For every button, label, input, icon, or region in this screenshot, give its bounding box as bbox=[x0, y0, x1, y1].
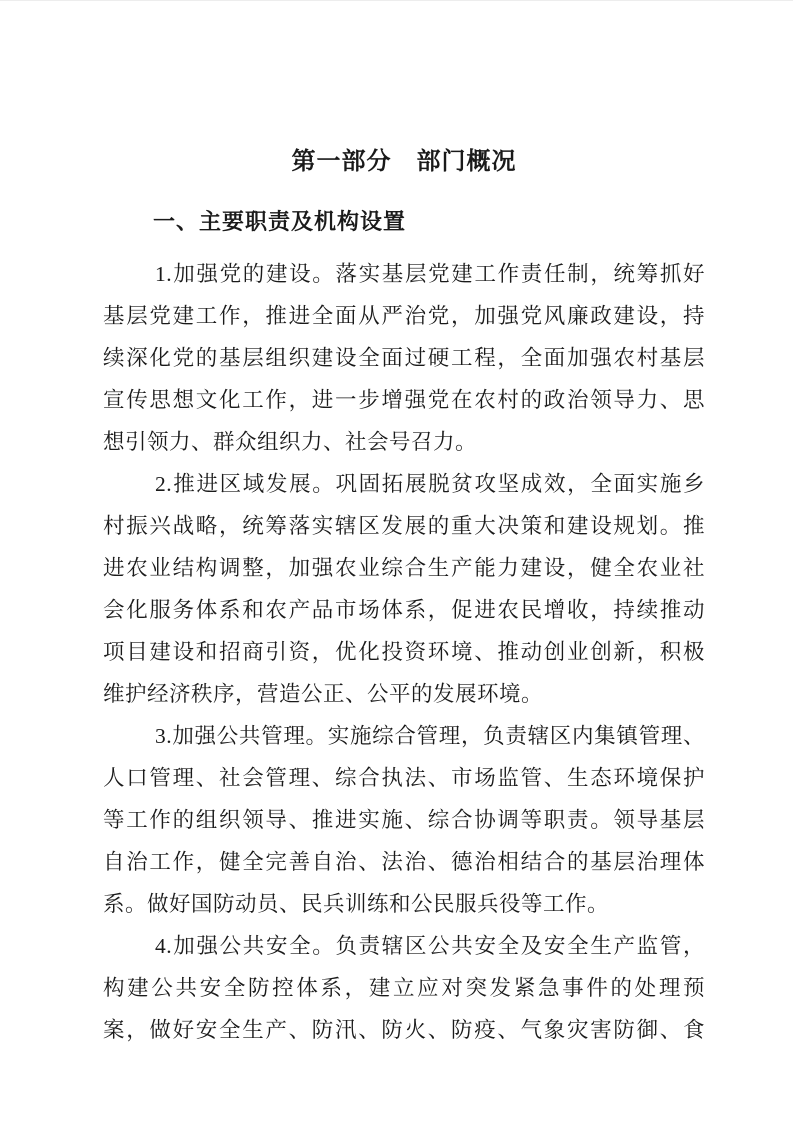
paragraph-line: 续深化党的基层组织建设全面过硬工程，全面加强农村基层 bbox=[103, 346, 705, 370]
paragraph-line: 1.加强党的建设。落实基层党建工作责任制，统筹抓好 bbox=[155, 262, 705, 286]
paragraph-line: 构建公共安全防控体系，建立应对突发紧急事件的处理预 bbox=[103, 976, 705, 1000]
paragraph-line: 4.加强公共安全。负责辖区公共安全及安全生产监管， bbox=[155, 934, 705, 958]
paragraph-3 bbox=[103, 715, 705, 925]
paragraph-1 bbox=[103, 253, 705, 463]
paragraph-4 bbox=[103, 925, 705, 1051]
paragraph-2 bbox=[103, 463, 705, 715]
paragraph-line: 维护经济秩序，营造公正、公平的发展环境。 bbox=[103, 682, 544, 706]
paragraph-line: 3.加强公共管理。实施综合管理，负责辖区内集镇管理、 bbox=[155, 724, 705, 748]
paragraph-line: 案，做好安全生产、防汛、防火、防疫、气象灾害防御、食 bbox=[103, 1018, 705, 1042]
paragraph-line: 基层党建工作，推进全面从严治党，加强党风廉政建设，持 bbox=[103, 304, 705, 328]
paragraph-line: 村振兴战略，统筹落实辖区发展的重大决策和建设规划。推 bbox=[103, 514, 705, 538]
paragraph-line: 进农业结构调整，加强农业综合生产能力建设，健全农业社 bbox=[103, 556, 705, 580]
paragraph-line: 想引领力、群众组织力、社会号召力。 bbox=[103, 430, 478, 454]
paragraph-line: 自治工作，健全完善自治、法治、德治相结合的基层治理体 bbox=[103, 850, 705, 874]
paragraph-line: 人口管理、社会管理、综合执法、市场监管、生态环境保护 bbox=[103, 766, 705, 790]
body-text bbox=[103, 253, 705, 1051]
paragraph-line: 系。做好国防动员、民兵训练和公民服兵役等工作。 bbox=[103, 892, 610, 916]
document-content bbox=[103, 1, 705, 1051]
paragraph-line: 等工作的组织领导、推进实施、综合协调等职责。领导基层 bbox=[103, 808, 705, 832]
paragraph-line: 2.推进区域发展。巩固拓展脱贫攻坚成效，全面实施乡 bbox=[155, 472, 705, 496]
paragraph-line: 宣传思想文化工作，进一步增强党在农村的政治领导力、思 bbox=[103, 388, 705, 412]
paragraph-line: 项目建设和招商引资，优化投资环境、推动创业创新，积极 bbox=[103, 640, 705, 664]
document-title: 第一部分 部门概况 bbox=[291, 148, 517, 175]
section-heading: 一、主要职责及机构设置 bbox=[153, 209, 407, 234]
paragraph-line: 会化服务体系和农产品市场体系，促进农民增收，持续推动 bbox=[103, 598, 705, 622]
